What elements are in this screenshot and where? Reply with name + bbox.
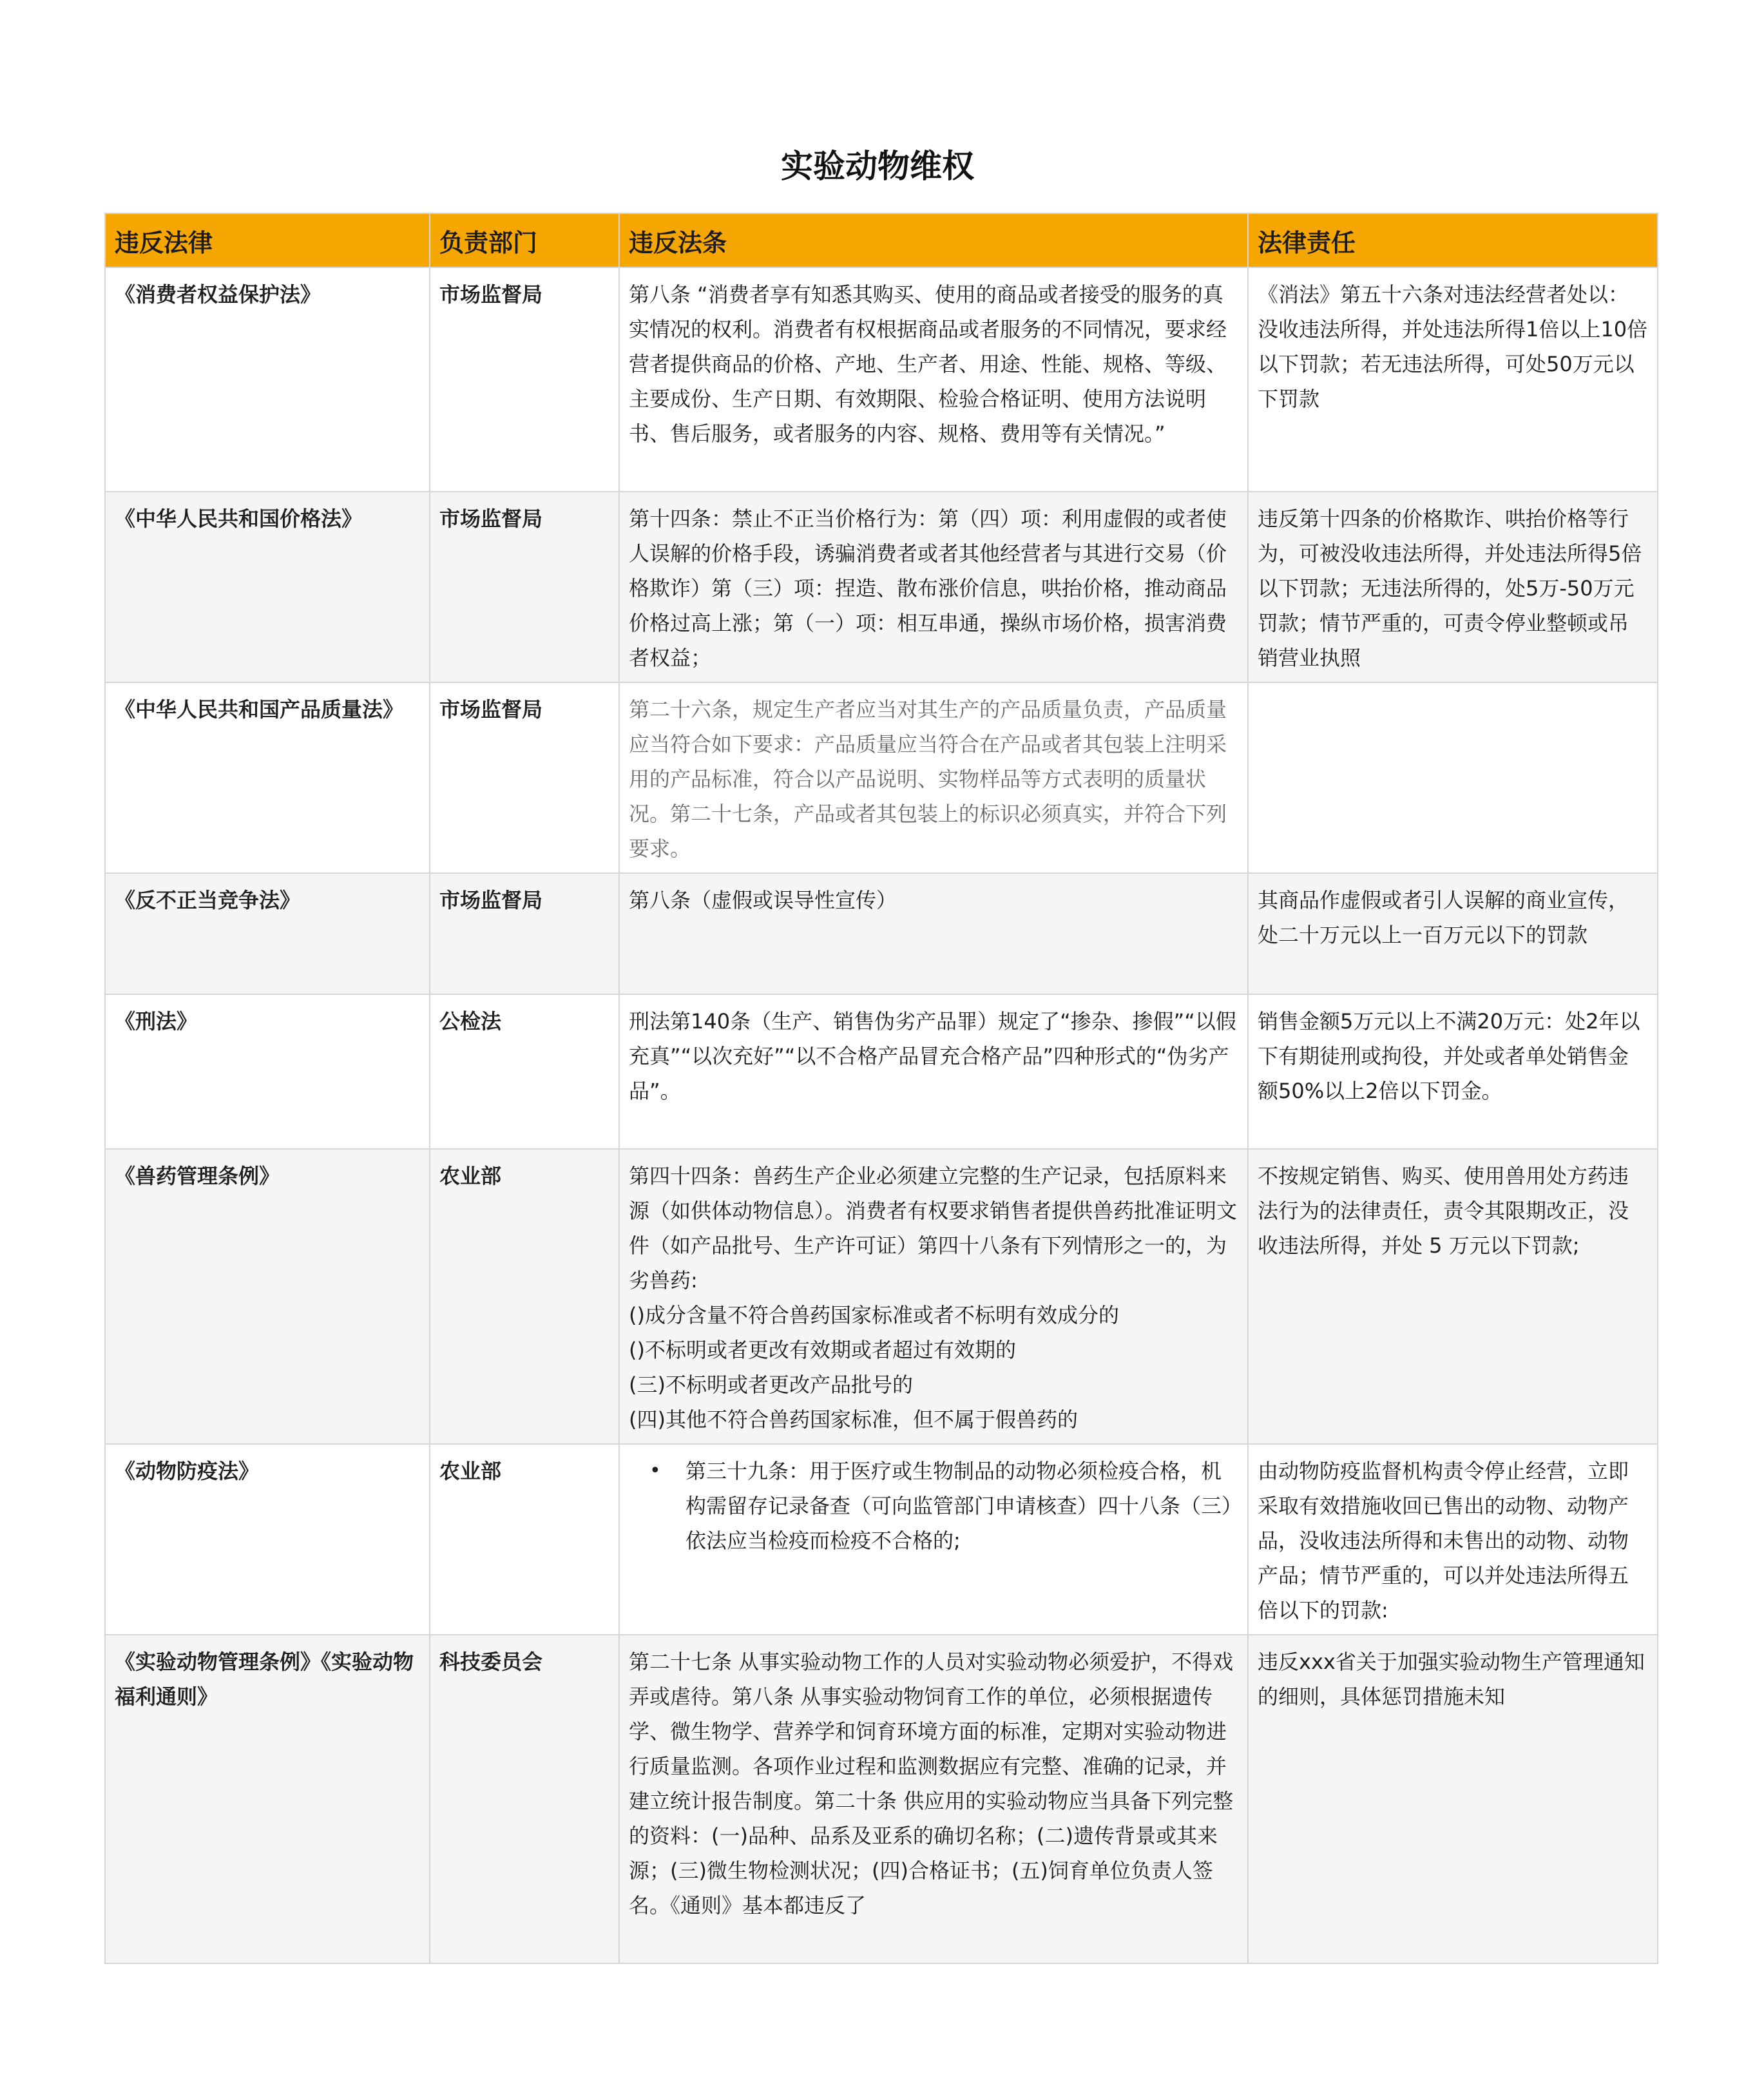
clause-line: (四)其他不符合兽药国家标准，但不属于假兽药的 <box>629 1407 1078 1432</box>
clause-cell: 第二十七条 从事实验动物工作的人员对实验动物必须爱护，不得戏弄或虐待。第八条 从事实验动物饲育工作的单位，必须根据遗传学、微生物学、营养学和饲育环境方面的标准，定期对实验动物进行质量监测。各项作业过程和监测数据应有完整、准确的记录，并建立统计报告制度。第二十条 供应用的实验动物应当具备下列完整的资料：(一)品种、品系及亚系的确切名称；(二)遗传背景或其来源；(三)微生物检测状况；(四)合格证书；(五)饲育单位负责人签名。《通则》基本都违反了 <box>619 1635 1248 1963</box>
dept-cell: 科技委员会 <box>430 1635 619 1963</box>
liability-cell <box>1248 682 1658 873</box>
page-title: 实验动物维权 <box>781 148 974 185</box>
law-cell: 《刑法》 <box>105 994 430 1149</box>
liability-cell: 违反xxx省关于加强实验动物生产管理通知的细则，具体惩罚措施未知 <box>1248 1635 1658 1963</box>
clause-line: (三)不标明或者更改产品批号的 <box>629 1373 913 1397</box>
clause-line: 第四十四条：兽药生产企业必须建立完整的生产记录，包括原料来源（如供体动物信息）。消费者有权要求销售者提供兽药批准证明文件（如产品批号、生产许可证）第四十八条有下列情形之一的，为劣兽药: <box>629 1164 1238 1293</box>
table-row <box>105 1149 1658 1444</box>
list-item: • 第三十九条：用于医疗或生物制品的动物必须检疫合格，机构需留存记录备查（可向监管部门申请核查）四十八条（三）依法应当检疫而检疫不合格的; <box>629 1454 1238 1558</box>
clause-cell: 第二十六条，规定生产者应当对其生产的产品质量负责，产品质量应当符合如下要求：产品质量应当符合在产品或者其包装上注明采用的产品标准，符合以产品说明、实物样品等方式表明的质量状况。第二十七条，产品或者其包装上的标识必须真实，并符合下列要求。 <box>619 682 1248 873</box>
table-row <box>105 267 1658 492</box>
header-clause: 违反法条 <box>619 213 1248 267</box>
law-cell: 《动物防疫法》 <box>105 1444 430 1635</box>
table-row <box>105 1444 1658 1635</box>
dept-cell: 市场监督局 <box>430 682 619 873</box>
law-cell: 《实验动物管理条例》《实验动物福利通则》 <box>105 1635 430 1963</box>
table-row <box>105 873 1658 994</box>
law-cell: 《中华人民共和国产品质量法》 <box>105 682 430 873</box>
dept-cell: 市场监督局 <box>430 267 619 492</box>
clause-cell <box>619 1149 1248 1444</box>
clause-line: ()成分含量不符合兽药国家标准或者不标明有效成分的 <box>629 1303 1119 1327</box>
clause-cell: 第八条（虚假或误导性宣传） <box>619 873 1248 994</box>
clause-cell <box>619 1444 1248 1635</box>
dept-cell: 市场监督局 <box>430 873 619 994</box>
liability-cell: 由动物防疫监督机构责令停止经营，立即采取有效措施收回已售出的动物、动物产品，没收违法所得和未售出的动物、动物产品；情节严重的，可以并处违法所得五倍以下的罚款: <box>1248 1444 1658 1635</box>
liability-cell: 其商品作虚假或者引人误解的商业宣传，处二十万元以上一百万元以下的罚款 <box>1248 873 1658 994</box>
dept-cell: 农业部 <box>430 1444 619 1635</box>
clause-cell: 第十四条：禁止不正当价格行为：第（四）项：利用虚假的或者使人误解的价格手段，诱骗消费者或者其他经营者与其进行交易（价格欺诈）第（三）项：捏造、散布涨价信息，哄抬价格，推动商品价格过高上涨；第（一）项：相互串通，操纵市场价格，损害消费者权益； <box>619 492 1248 682</box>
law-cell: 《消费者权益保护法》 <box>105 267 430 492</box>
table-row <box>105 994 1658 1149</box>
clause-cell: 第八条 “消费者享有知悉其购买、使用的商品或者接受的服务的真实情况的权利。消费者有权根据商品或者服务的不同情况，要求经营者提供商品的价格、产地、生产者、用途、性能、规格、等级、主要成份、生产日期、有效期限、检验合格证明、使用方法说明书、售后服务，或者服务的内容、规格、费用等有关情况。” <box>619 267 1248 492</box>
table-row <box>105 1635 1658 1963</box>
dept-cell: 农业部 <box>430 1149 619 1444</box>
table-row <box>105 682 1658 873</box>
dept-cell: 市场监督局 <box>430 492 619 682</box>
liability-cell: 不按规定销售、购买、使用兽用处方药违法行为的法律责任，责令其限期改正，没收违法所得，并处 5 万元以下罚款; <box>1248 1149 1658 1444</box>
rights-table <box>104 213 1658 1964</box>
law-cell: 《中华人民共和国价格法》 <box>105 492 430 682</box>
clause-cell: 刑法第140条（生产、销售伪劣产品罪）规定了“掺杂、掺假”“以假充真”“以次充好”“以不合格产品冒充合格产品”四种形式的“伪劣产品”。 <box>619 994 1248 1149</box>
header-dept: 负责部门 <box>430 213 619 267</box>
header-law: 违反法律 <box>105 213 430 267</box>
header-liability: 法律责任 <box>1248 213 1658 267</box>
table-row <box>105 492 1658 682</box>
law-cell: 《兽药管理条例》 <box>105 1149 430 1444</box>
liability-cell: 《消法》第五十六条对违法经营者处以：没收违法所得，并处违法所得1倍以上10倍以下罚款；若无违法所得，可处50万元以下罚款 <box>1248 267 1658 492</box>
table-header-row <box>105 213 1658 267</box>
liability-cell: 销售金额5万元以上不满20万元：处2年以下有期徒刑或拘役，并处或者单处销售金额50%以上2倍以下罚金。 <box>1248 994 1658 1149</box>
law-cell: 《反不正当竞争法》 <box>105 873 430 994</box>
clause-line: ()不标明或者更改有效期或者超过有效期的 <box>629 1338 1016 1362</box>
liability-cell: 违反第十四条的价格欺诈、哄抬价格等行为，可被没收违法所得，并处违法所得5倍以下罚款；无违法所得的，处5万-50万元罚款；情节严重的，可责令停业整顿或吊销营业执照 <box>1248 492 1658 682</box>
clause-bullet-list <box>629 1454 1238 1558</box>
dept-cell: 公检法 <box>430 994 619 1149</box>
